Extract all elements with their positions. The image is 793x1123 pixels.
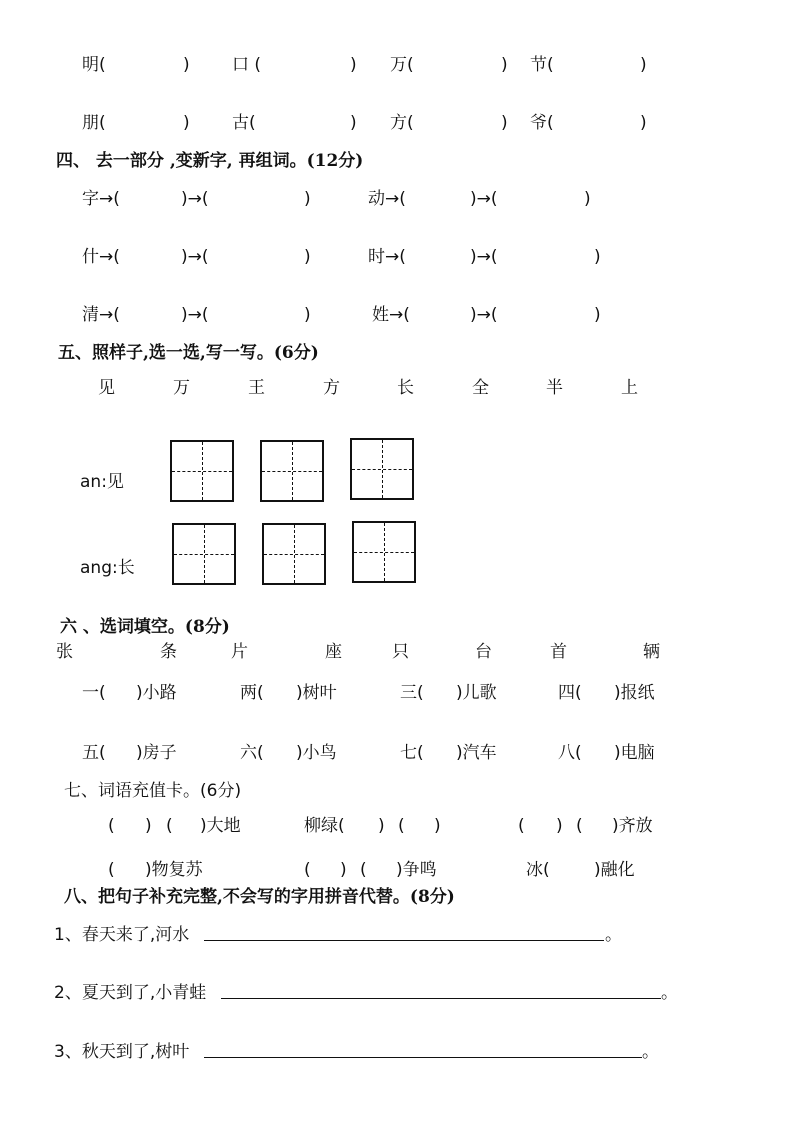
q3-r1-c1-close[interactable]: )	[183, 55, 190, 75]
q5-char: 方	[323, 378, 340, 398]
q5-char: 王	[248, 378, 265, 398]
q4-r2-a: 什→(	[82, 247, 120, 267]
q8-sentence-1: 1、春天来了,河水	[54, 925, 190, 945]
q4-r1-c[interactable]: )	[304, 189, 311, 209]
q7-r1: )齐放	[612, 816, 653, 836]
q5-char: 半	[546, 378, 563, 398]
q6-word: 张	[56, 642, 73, 662]
q8-sentence-3: 3、秋天到了,树叶	[54, 1042, 190, 1062]
q6-word: 条	[160, 642, 177, 662]
writing-grid[interactable]	[170, 440, 234, 502]
q3-r1-c2-close[interactable]: )	[350, 55, 357, 75]
q3-r2-c1: 朋(	[82, 113, 106, 133]
q7-title: 七、词语充值卡。(6分)	[64, 781, 242, 801]
q4-r3-b[interactable]: )→(	[181, 305, 209, 325]
q4-r2-b[interactable]: )→(	[181, 247, 209, 267]
q7-r2: )物复苏	[145, 860, 203, 880]
q7-r1[interactable]: (	[108, 816, 115, 836]
q7-r1[interactable]: )	[145, 816, 152, 836]
answer-line-3[interactable]	[204, 1057, 642, 1058]
q4-title: 四、 去一部分 ,变新字, 再组词。(12分)	[56, 151, 364, 171]
q4-r3-a: 清→(	[82, 305, 120, 325]
q6-r1[interactable]: )儿歌	[456, 683, 497, 703]
q6-r2: 七(	[400, 743, 424, 763]
q6-r1: 一(	[82, 683, 106, 703]
q7-r1[interactable]: (	[398, 816, 405, 836]
q3-r1-c3-close[interactable]: )	[501, 55, 508, 75]
q6-r1: 两(	[240, 683, 264, 703]
q4-r1-f[interactable]: )	[584, 189, 591, 209]
q7-r1[interactable]: )	[434, 816, 441, 836]
q7-r1: )大地	[200, 816, 241, 836]
q5-label-ang: ang:长	[80, 558, 135, 578]
answer-line-2[interactable]	[221, 998, 661, 999]
q6-r2[interactable]: )小鸟	[296, 743, 337, 763]
q4-r2-c[interactable]: )	[304, 247, 311, 267]
q3-r2-c2: 古(	[232, 113, 256, 133]
q6-r2: 六(	[240, 743, 264, 763]
q4-r1-d: 动→(	[368, 189, 406, 209]
q7-r1: 柳绿(	[304, 816, 345, 836]
q8-title: 八、把句子补充完整,不会写的字用拼音代替。(8分)	[64, 887, 455, 907]
writing-grid[interactable]	[352, 521, 416, 583]
q6-word: 首	[550, 642, 567, 662]
writing-grid[interactable]	[350, 438, 414, 500]
q3-r2-c3: 方(	[390, 113, 414, 133]
q3-r1-c4-close[interactable]: )	[640, 55, 647, 75]
q7-r2: 冰(	[526, 860, 550, 880]
q6-r1[interactable]: )报纸	[614, 683, 655, 703]
q5-char: 上	[621, 378, 638, 398]
q6-r2[interactable]: )电脑	[614, 743, 655, 763]
writing-grid[interactable]	[260, 440, 324, 502]
q8-sentence-2: 2、夏天到了,小青蛙	[54, 983, 207, 1003]
q4-r1-e[interactable]: )→(	[470, 189, 498, 209]
q4-r2-e[interactable]: )→(	[470, 247, 498, 267]
q4-r3-f[interactable]: )	[594, 305, 601, 325]
q6-word: 辆	[643, 642, 660, 662]
q7-r1[interactable]: (	[166, 816, 173, 836]
q6-r1: 四(	[558, 683, 582, 703]
q7-r1[interactable]: (	[518, 816, 525, 836]
q7-r1[interactable]: (	[576, 816, 583, 836]
q6-word: 片	[231, 642, 248, 662]
q3-r2-c2-close[interactable]: )	[350, 113, 357, 133]
q4-r3-d: 姓→(	[372, 305, 410, 325]
q4-r2-d: 时→(	[368, 247, 406, 267]
q3-r2-c3-close[interactable]: )	[501, 113, 508, 133]
answer-line-1[interactable]	[204, 940, 604, 941]
q3-r2-c1-close[interactable]: )	[183, 113, 190, 133]
q3-r1-c4: 节(	[530, 55, 554, 75]
q7-r2: )争鸣	[396, 860, 437, 880]
q5-char: 见	[98, 378, 115, 398]
q7-r2[interactable]: (	[108, 860, 115, 880]
q6-r2: 五(	[82, 743, 106, 763]
q5-title: 五、照样子,选一选,写一写。(6分)	[58, 343, 319, 363]
q7-r1[interactable]: )	[378, 816, 385, 836]
q6-r2[interactable]: )汽车	[456, 743, 497, 763]
q6-word: 只	[392, 642, 409, 662]
q6-r1: 三(	[400, 683, 424, 703]
q5-label-an: an:见	[80, 472, 124, 492]
q4-r1-a: 字→(	[82, 189, 120, 209]
q7-r1[interactable]: )	[556, 816, 563, 836]
q6-r2[interactable]: )房子	[136, 743, 177, 763]
q4-r1-b[interactable]: )→(	[181, 189, 209, 209]
writing-grid[interactable]	[172, 523, 236, 585]
q7-r2[interactable]: (	[360, 860, 367, 880]
q8-end-mark-2: 。	[661, 983, 678, 1003]
q4-r3-e[interactable]: )→(	[470, 305, 498, 325]
q5-char: 长	[397, 378, 414, 398]
q5-char: 万	[173, 378, 190, 398]
q7-r2[interactable]: )	[340, 860, 347, 880]
writing-grid[interactable]	[262, 523, 326, 585]
q7-r2[interactable]: (	[304, 860, 311, 880]
q5-char: 全	[472, 378, 489, 398]
q6-r2: 八(	[558, 743, 582, 763]
q6-r1[interactable]: )小路	[136, 683, 177, 703]
q8-end-mark-3: 。	[642, 1042, 659, 1062]
q4-r3-c[interactable]: )	[304, 305, 311, 325]
q3-r1-c2: 口 (	[232, 55, 262, 75]
q6-word: 台	[475, 642, 492, 662]
q7-r2: )融化	[594, 860, 635, 880]
q6-word: 座	[325, 642, 342, 662]
q3-r1-c1: 明(	[82, 55, 106, 75]
q3-r1-c3: 万(	[390, 55, 414, 75]
q3-r2-c4-close[interactable]: )	[640, 113, 647, 133]
q4-r2-f[interactable]: )	[594, 247, 601, 267]
q6-r1[interactable]: )树叶	[296, 683, 337, 703]
q6-title: 六 、选词填空。(8分)	[60, 617, 230, 637]
q8-end-mark-1: 。	[605, 925, 622, 945]
q3-r2-c4: 爷(	[530, 113, 554, 133]
